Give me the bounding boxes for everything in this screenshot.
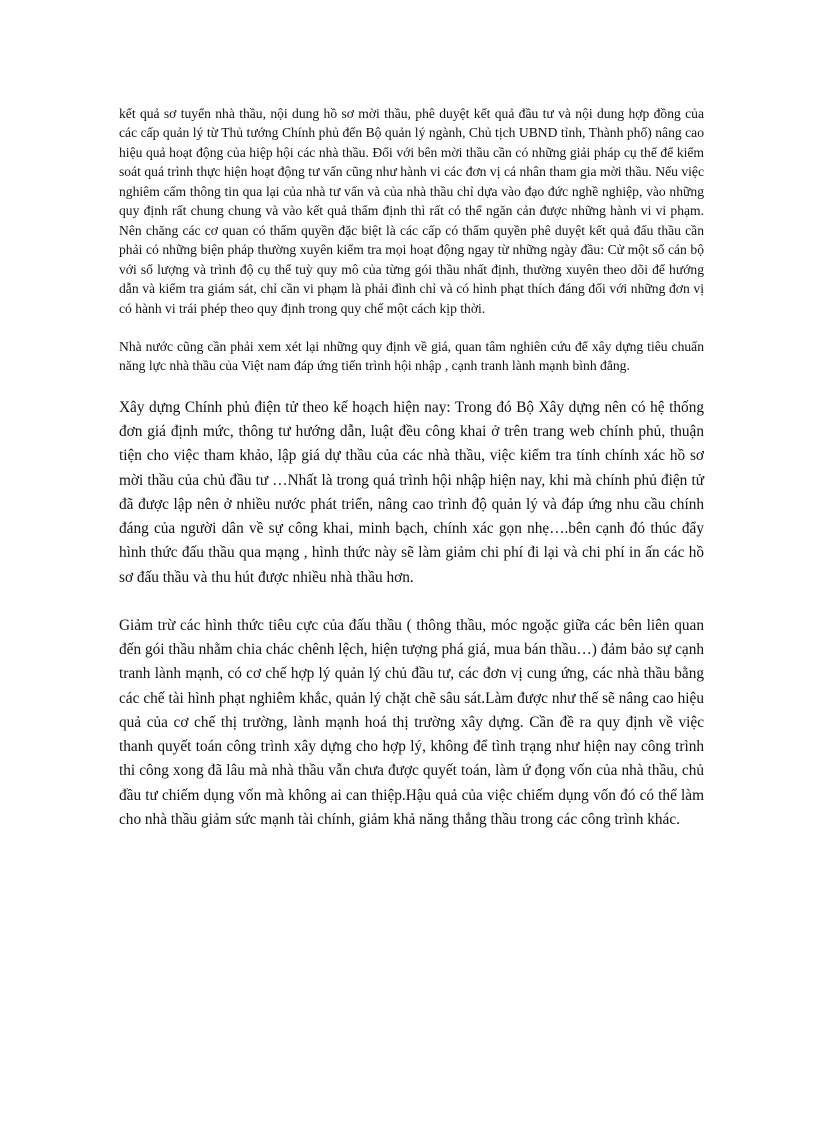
paragraph-bid-supervision: kết quả sơ tuyển nhà thầu, nội dung hồ sơ mời thầu, phê duyệt kết quả đầu tư và nội dung hợp đồng của các cấp quản lý từ Thủ tướng Chính phủ đến Bộ quản lý ngành, Chủ tịch UBND tỉnh, Thành phố) nâng cao hiệu quả hoạt động của hiệp hội các nhà thầu. Đối với bên mời thầu cần có những giải pháp cụ thể để kiểm soát quá trình thực hiện hoạt động tư vấn cũng như hành vi các đơn vị cá nhân tham gia mời thầu. Nếu việc nghiêm cấm thông tin qua lại của nhà tư vấn và của nhà thầu chỉ dựa vào đạo đức nghề nghiệp, vào những quy định rất chung chung và vào kết quả thẩm định thì rất có thể ngăn cản được những hành vi vi phạm. Nên chăng các cơ quan có thẩm quyền đặc biệt là các cấp có thẩm quyền phê duyệt kết quả đấu thầu cần phải có những biện pháp thường xuyên kiểm tra mọi hoạt động ngay từ những ngày đầu: Cử một số cán bộ với số lượng và trình độ cụ thể tuỳ quy mô của từng gói thầu nhất định, thường xuyên theo dõi để hướng dẫn và kiểm tra giám sát, chỉ cần vi phạm là phải đình chỉ và có hình phạt thích đáng đối với những đơn vị có hành vi trái phép theo quy định trong quy chế một cách kịp thời. <box>119 106 704 316</box>
document-page <box>119 104 704 832</box>
paragraph-state-regulation: Nhà nước cũng cần phải xem xét lại những quy định về giá, quan tâm nghiên cứu để xây dựng tiêu chuẩn năng lực nhà thầu của Việt nam đáp ứng tiến trình hội nhập , cạnh tranh lành mạnh bình đẳng. <box>119 338 704 374</box>
paragraph-e-government: Xây dựng Chính phủ điện tử theo kế hoạch hiện nay: Trong đó Bộ Xây dựng nên có hệ thống đơn giá định mức, thông tư hướng dẫn, luật đều công khai ở trên trang web chính phủ, thuận tiện cho việc tham khảo, lập giá dự thầu của các nhà thầu, việc kiểm tra tính chính xác hồ sơ mời thầu của chủ đầu tư …Nhất là trong quá trình hội nhập hiện nay, khi mà chính phủ điện tử đã được lập nên ở nhiều nước phát triển, nâng cao trình độ quản lý và đáp ứng nhu cầu chính đáng của người dân về sự công khai, minh bạch, chính xác gọn nhẹ….bên cạnh đó thúc đẩy hình thức đấu thầu qua mạng , hình thức này sẽ làm giảm chi phí đi lại và chi phí in ấn các hồ sơ đấu thầu và thu hút được nhiều nhà thầu hơn. <box>119 398 704 586</box>
paragraph-negative-practices: Giảm trừ các hình thức tiêu cực của đấu thầu ( thông thầu, móc ngoặc giữa các bên liên quan đến gói thầu nhằm chia chác chênh lệch, hiện tượng phá giá, mua bán thầu…) đảm bảo sự cạnh tranh lành mạnh, có cơ chế hợp lý quản lý chủ đầu tư, các đơn vị cung ứng, các nhà thầu bằng các chế tài hình phạt nghiêm khắc, quản lý chặt chẽ sâu sát.Làm được như thế sẽ nâng cao hiệu quả của cơ chế thị trường, lành mạnh hoá thị trường xây dựng. Cần đề ra quy định về việc thanh quyết toán công trình xây dựng cho hợp lý, không để tình trạng như hiện nay công trình thi công xong đã lâu mà nhà thầu vẫn chưa được quyết toán, làm ứ đọng vốn của nhà thầu, chủ đầu tư chiếm dụng vốn mà không ai can thiệp.Hậu quả của việc chiếm dụng vốn đó có thể làm cho nhà thầu giảm sức mạnh tài chính, giảm khả năng thắng thầu trong các công trình khác. <box>119 616 704 828</box>
